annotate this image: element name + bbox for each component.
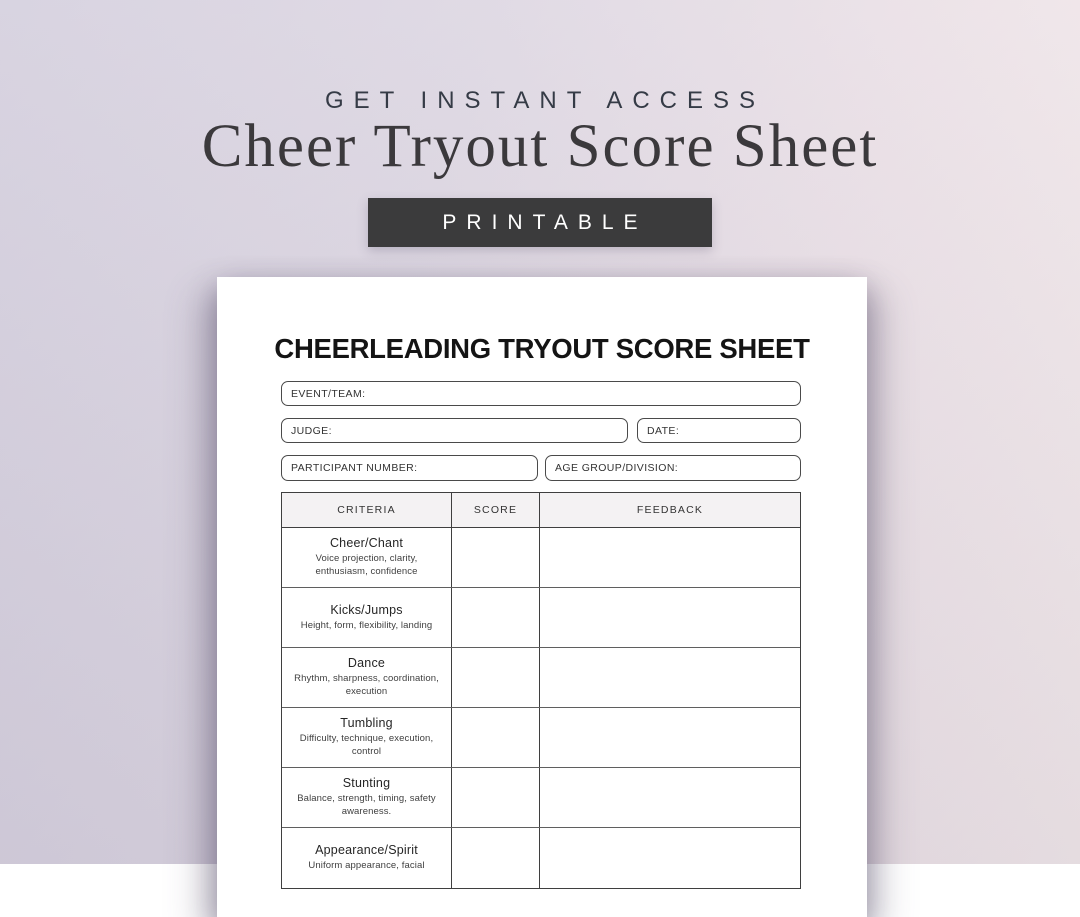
criteria-title: Kicks/Jumps xyxy=(330,602,403,617)
score-cell xyxy=(452,588,540,647)
score-table xyxy=(281,492,801,889)
criteria-cell xyxy=(282,708,452,767)
participant-number-label: PARTICIPANT NUMBER: xyxy=(291,462,418,474)
table-row xyxy=(282,588,800,648)
date-label: DATE: xyxy=(647,424,680,437)
hero-eyebrow: GET INSTANT ACCESS xyxy=(324,87,766,114)
criteria-details: Height, form, flexibility, landing xyxy=(300,619,433,631)
feedback-cell xyxy=(540,528,800,587)
criteria-details: Rhythm, sharpness, coordination, execution xyxy=(294,673,439,697)
table-row xyxy=(282,828,800,888)
table-header-row xyxy=(282,493,800,528)
feedback-column-header: FEEDBACK xyxy=(636,504,704,516)
criteria-details: Balance, strength, timing, safety awareness. xyxy=(297,793,436,817)
criteria-cell xyxy=(282,768,452,827)
criteria-cell xyxy=(282,828,452,888)
judge-field xyxy=(281,418,628,443)
criteria-cell xyxy=(282,528,452,587)
score-cell xyxy=(452,528,540,587)
date-field xyxy=(637,418,801,443)
sheet-title: CHEERLEADING TRYOUT SCORE SHEET xyxy=(274,333,810,364)
criteria-details: Voice projection, clarity, enthusiasm, confidence xyxy=(315,553,418,577)
table-row xyxy=(282,528,800,588)
criteria-title: Appearance/Spirit xyxy=(315,843,418,858)
criteria-details: Difficulty, technique, execution, control xyxy=(299,733,434,757)
participant-number-field xyxy=(281,455,538,481)
age-group-division-label: AGE GROUP/DIVISION: xyxy=(555,462,679,474)
score-column-header: SCORE xyxy=(452,493,540,527)
score-cell xyxy=(452,708,540,767)
printable-badge: PRINTABLE xyxy=(368,198,712,247)
event-team-label: EVENT/TEAM: xyxy=(291,387,366,400)
age-group-division-field xyxy=(545,455,801,481)
hero-title: Cheer Tryout Score Sheet xyxy=(201,113,879,180)
feedback-cell xyxy=(540,648,800,707)
criteria-title: Stunting xyxy=(342,776,391,791)
feedback-cell xyxy=(540,708,800,767)
table-row xyxy=(282,708,800,768)
criteria-title: Dance xyxy=(347,656,386,671)
table-row xyxy=(282,648,800,708)
event-team-field xyxy=(281,381,801,406)
criteria-cell xyxy=(282,588,452,647)
feedback-cell xyxy=(540,588,800,647)
judge-label: JUDGE: xyxy=(291,424,332,437)
score-sheet-paper xyxy=(217,277,867,917)
score-cell xyxy=(452,768,540,827)
feedback-cell xyxy=(540,768,800,827)
criteria-cell xyxy=(282,648,452,707)
criteria-title: Cheer/Chant xyxy=(329,536,404,551)
criteria-details: Uniform appearance, facial xyxy=(308,860,425,872)
feedback-cell xyxy=(540,828,800,888)
criteria-title: Tumbling xyxy=(340,716,393,731)
score-cell xyxy=(452,648,540,707)
score-cell xyxy=(452,828,540,888)
criteria-column-header: CRITERIA xyxy=(282,493,452,527)
table-row xyxy=(282,768,800,828)
